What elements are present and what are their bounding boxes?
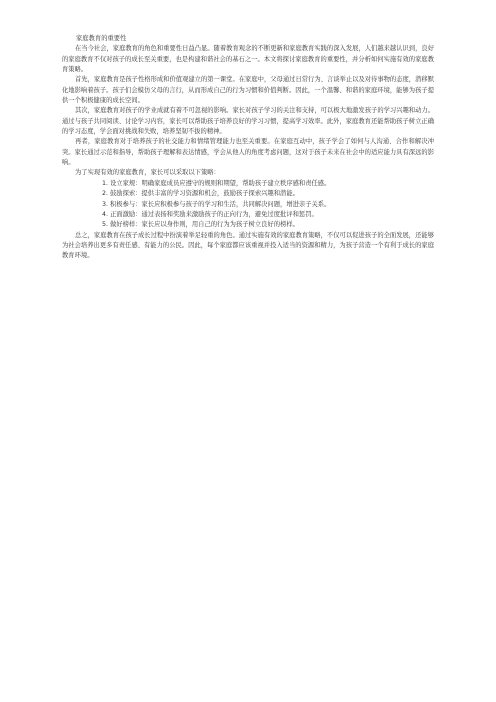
document-title: 家庭教育的重要性 bbox=[76, 35, 127, 42]
strategy-item-active-participation: 3. 积极参与：家长应积极参与孩子的学习和生活，共同解决问题，增进亲子关系。 bbox=[102, 200, 331, 208]
strategy-item-set-rules: 1. 设立家规：明确家庭成员应遵守的规则和期望，帮助孩子建立秩序感和责任感。 bbox=[102, 179, 331, 187]
strategy-item-encourage-exploration: 2. 鼓励探索：提供丰富的学习资源和机会，鼓励孩子探索兴趣和潜能。 bbox=[102, 190, 299, 198]
document-page bbox=[62, 34, 434, 262]
intro-paragraph: 在当今社会，家庭教育的角色和重要性日益凸显。随着教育观念的不断更新和家庭教育实践的深入发展，人们越来越认识到，良好的家庭教育不仅对孩子的成长至关重要，也是构建和谐社会的基石之一。本文将探讨家庭教育的重要性，并分析如何实施有效的家庭教育策略。 bbox=[62, 45, 434, 74]
strategy-item-positive-motivation: 4. 正面激励：通过表扬和奖励来激励孩子的正向行为，避免过度批评和惩罚。 bbox=[102, 210, 318, 218]
third-point-paragraph: 再者，家庭教育对于培养孩子的社交能力和情绪管理能力也至关重要。在家庭互动中，孩子学会了如何与人沟通、合作和解决冲突。家长通过示范和指导，帮助孩子理解和表达情感，学会从他人的角度考虑问题，这对于孩子未来在社会中的适应能力具有深远的影响。 bbox=[62, 138, 434, 167]
strategy-item-role-model: 5. 做好榜样：家长应以身作则，用自己的行为为孩子树立良好的榜样。 bbox=[102, 221, 299, 229]
second-point-paragraph: 其次，家庭教育对孩子的学业成就有着不可忽视的影响。家长对孩子学习的关注和支持，可以极大地激发孩子的学习兴趣和动力。通过与孩子共同阅读、讨论学习内容，家长可以帮助孩子培养良好的学习习惯，提高学习效率。此外，家庭教育还能帮助孩子树立正确的学习态度，学会面对挑战和失败，培养坚韧不拔的精神。 bbox=[62, 107, 434, 136]
strategy-list bbox=[62, 179, 434, 231]
first-point-paragraph: 首先，家庭教育是孩子性格形成和价值观建立的第一课堂。在家庭中，父母通过日常行为、言谈举止以及对待事物的态度，潜移默化地影响着孩子。孩子们会模仿父母的言行，从而形成自己的行为习惯和价值判断。因此，一个温馨、和谐的家庭环境，能够为孩子提供一个积极健康的成长空间。 bbox=[62, 76, 434, 105]
strategy-intro: 为了实现有效的家庭教育，家长可以采取以下策略： bbox=[75, 169, 220, 177]
conclusion-paragraph: 总之，家庭教育在孩子成长过程中扮演着举足轻重的角色。通过实施有效的家庭教育策略，不仅可以促进孩子的全面发展，还能够为社会培养出更多有责任感、有能力的公民。因此，每个家庭都应该重视并投入适当的资源和精力，为孩子营造一个有利于成长的家庭教育环境。 bbox=[62, 231, 434, 260]
